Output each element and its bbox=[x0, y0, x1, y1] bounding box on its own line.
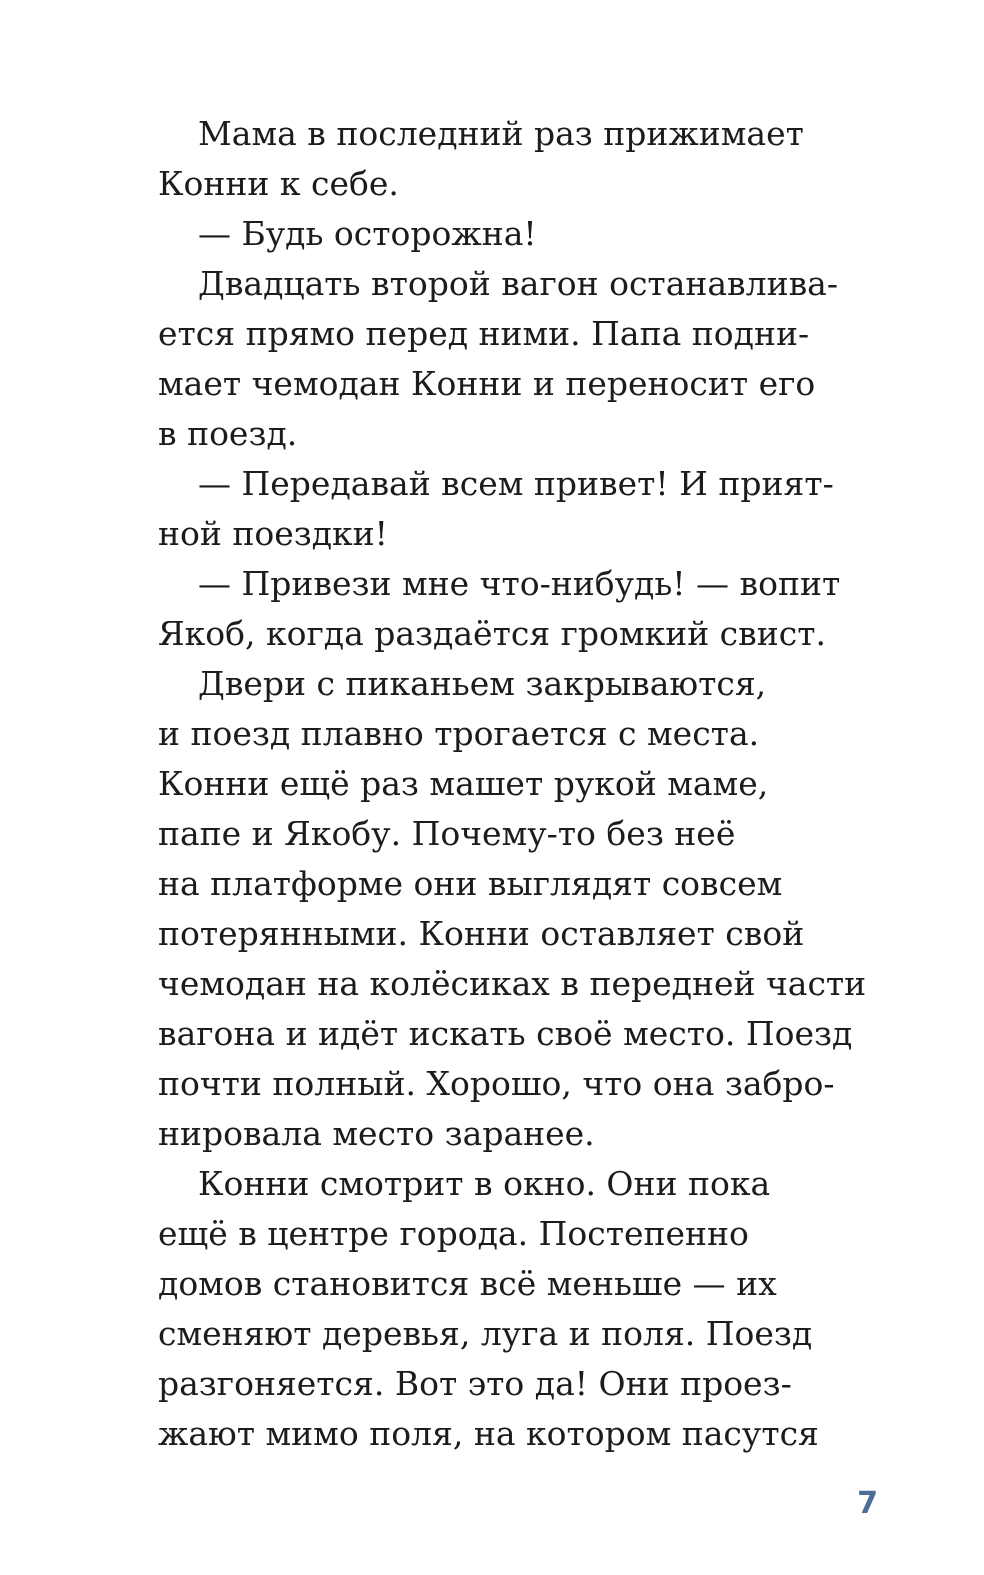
text-line: и поезд плавно трогается с места. bbox=[158, 714, 760, 753]
text-line: ной поездки! bbox=[158, 514, 388, 553]
text-line: потерянными. Конни оставляет свой bbox=[158, 914, 805, 953]
text-line: Якоб, когда раздаётся громкий свист. bbox=[158, 614, 826, 653]
text-line: ется прямо перед ними. Папа подни- bbox=[158, 314, 810, 353]
text-line: жают мимо поля, на котором пасутся bbox=[158, 1414, 819, 1453]
text-line: в поезд. bbox=[158, 414, 298, 453]
body-text bbox=[158, 109, 878, 1459]
text-line: вагона и идёт искать своё место. Поезд bbox=[158, 1014, 853, 1053]
text-line: папе и Якобу. Почему-то без неё bbox=[158, 814, 736, 853]
text-line: Мама в последний раз прижимает bbox=[198, 114, 804, 153]
text-line: домов становится всё меньше — их bbox=[158, 1264, 777, 1303]
text-line: на платформе они выглядят совсем bbox=[158, 864, 783, 903]
text-line: — Привези мне что-нибудь! — вопит bbox=[198, 564, 841, 603]
text-line: — Передавай всем привет! И прият- bbox=[198, 464, 834, 503]
text-line: нировала место заранее. bbox=[158, 1114, 595, 1153]
text-line: Конни к себе. bbox=[158, 164, 399, 203]
text-line: почти полный. Хорошо, что она забро- bbox=[158, 1064, 835, 1103]
text-line: Двадцать второй вагон останавлива- bbox=[198, 264, 838, 303]
text-line: мает чемодан Конни и переносит его bbox=[158, 364, 816, 403]
page-number: 7 bbox=[857, 1486, 878, 1521]
text-line: Конни ещё раз машет рукой маме, bbox=[158, 764, 769, 803]
text-line: Двери с пиканьем закрываются, bbox=[198, 664, 767, 703]
text-line: — Будь осторожна! bbox=[198, 214, 537, 253]
text-line: Конни смотрит в окно. Они пока bbox=[198, 1164, 771, 1203]
text-line: сменяют деревья, луга и поля. Поезд bbox=[158, 1314, 813, 1353]
text-line: чемодан на колёсиках в передней части bbox=[158, 964, 867, 1003]
text-line: разгоняется. Вот это да! Они проез- bbox=[158, 1364, 792, 1403]
text-line: ещё в центре города. Постепенно bbox=[158, 1214, 749, 1253]
